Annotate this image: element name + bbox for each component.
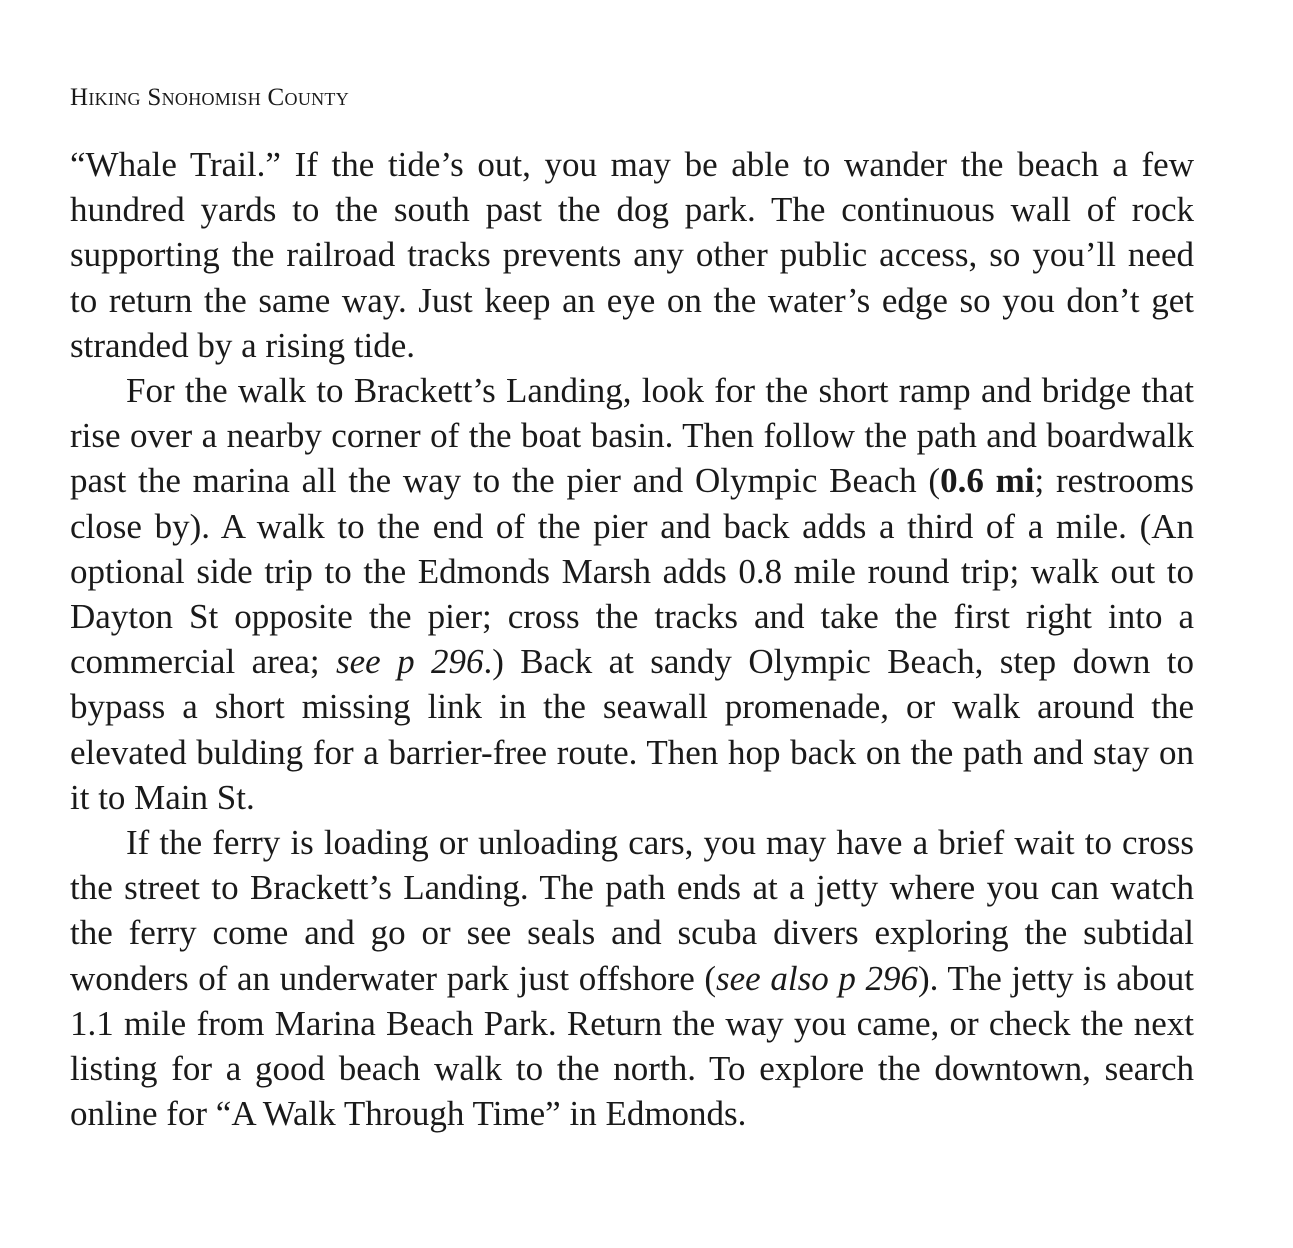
text-segment: ; restrooms close by). A walk to the end of the pier and back adds a third of a mile. (An optional side trip to the Edmonds Marsh adds 0.8 mile round trip; walk out to Dayton St opposite the pier; cross the tracks and take the first right into a commercial area; — [70, 461, 1194, 682]
distance-emphasis: 0.6 mi — [940, 461, 1035, 501]
text-segment: If the ferry is loading or unloading cars, you may have a brief wait to cross the street to Brackett’s Landing. The path ends at a jetty where you can watch the ferry come and go or see seals and scuba divers exploring the subtidal wonders of an underwater park just offshore ( — [70, 823, 1194, 998]
text-segment: .) Back at sandy Olympic Beach, step down to bypass a short missing link in the seawall promenade, or walk around the elevated bulding for a barrier-free route. Then hop back on the path and stay on it to Main St. — [70, 642, 1194, 817]
paragraph-whale-trail — [70, 142, 1194, 368]
paragraph-ferry-jetty — [70, 820, 1194, 1136]
page-reference: see also p 296 — [716, 958, 918, 998]
text-segment: For the walk to Brackett’s Landing, look for the short ramp and bridge that rise over a nearby corner of the boat basin. Then follow the path and boardwalk past the marina all the way to the pier and Olympic Beach ( — [70, 371, 1194, 501]
body-text — [70, 142, 1194, 1136]
text-segment: ). The jetty is about 1.1 mile from Marina Beach Park. Return the way you came, or check the next listing for a good beach walk to the north. To explore the downtown, search online for “A Walk Through Time” in Edmonds. — [70, 958, 1194, 1134]
running-head: Hiking Snohomish County — [70, 84, 350, 111]
text-segment: “Whale Trail.” If the tide’s out, you may be able to wander the beach a few hundred yards to the south past the dog park. The continuous wall of rock supporting the railroad tracks prevents any other public access, so you’ll need to return the same way. Just keep an eye on the water’s edge so you don’t get stranded by a rising tide. — [70, 145, 1194, 365]
page-reference: see p 296 — [335, 642, 484, 682]
paragraph-bracketts-landing-walk — [70, 368, 1194, 820]
